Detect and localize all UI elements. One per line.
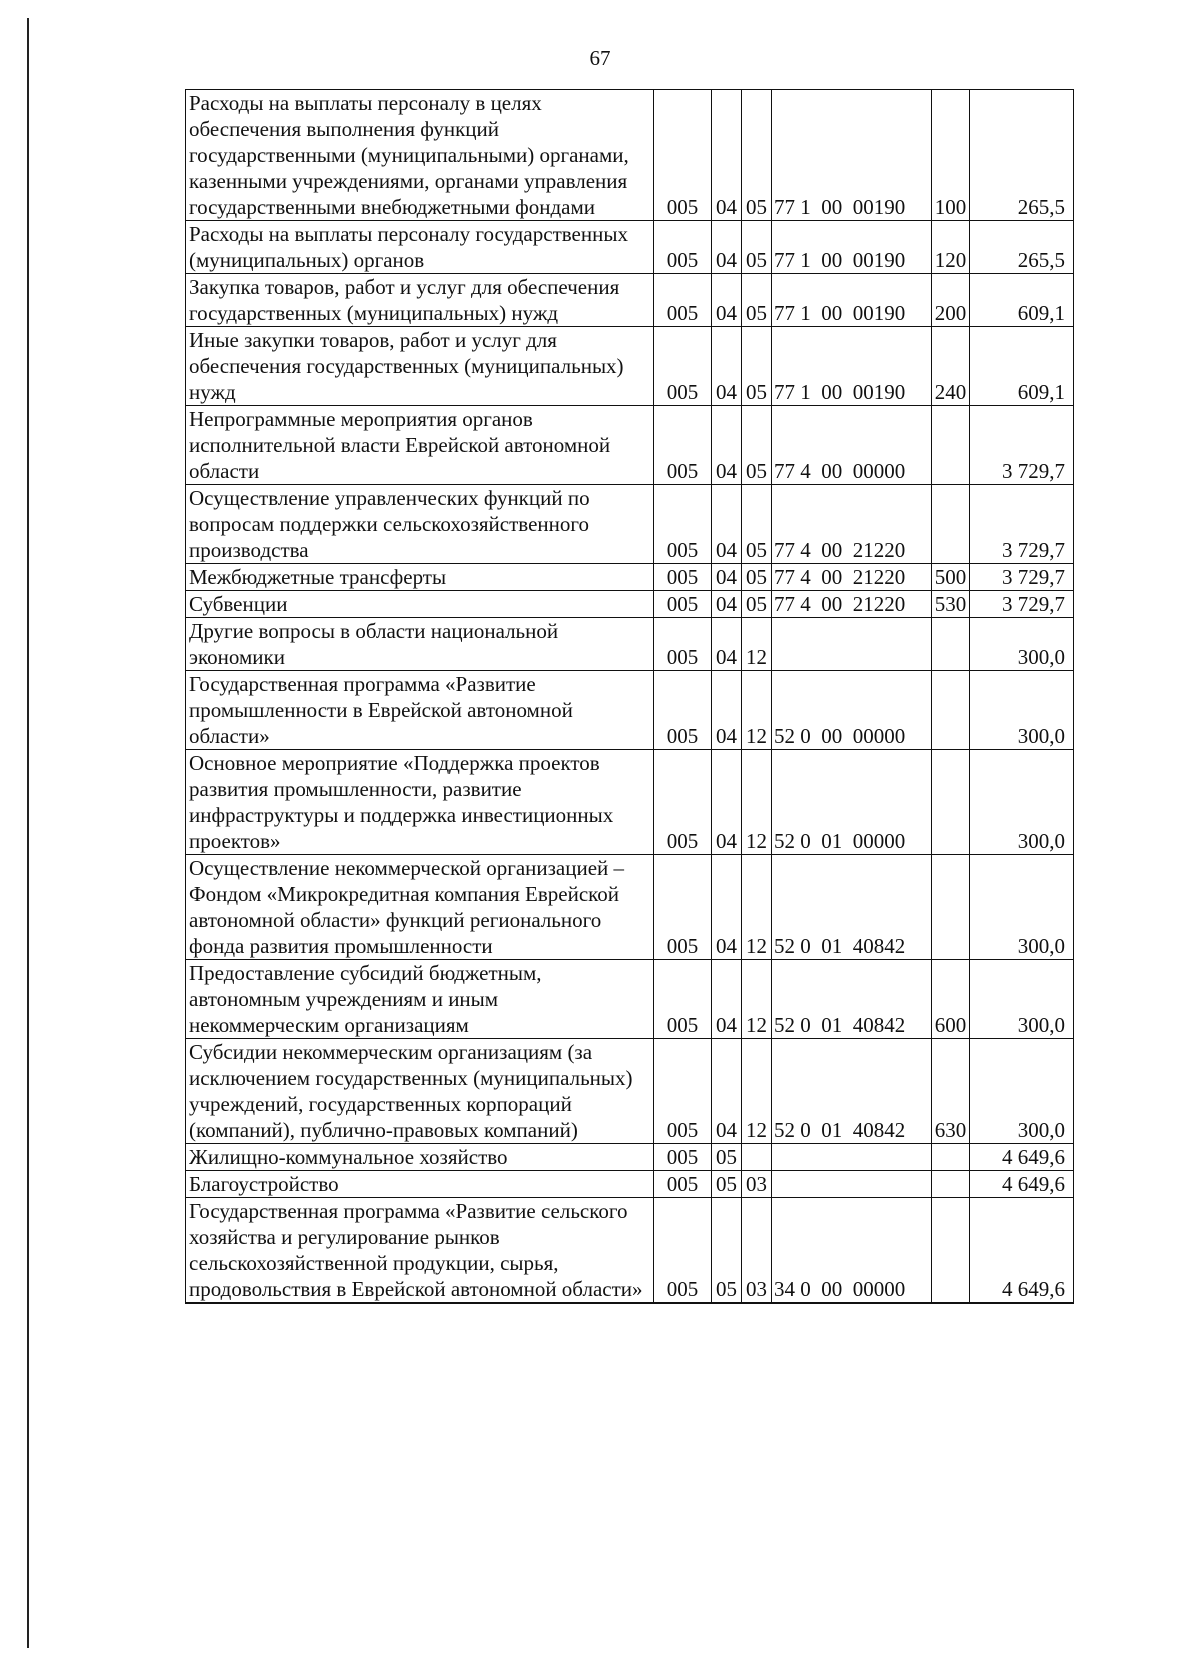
section-code-cell: 04 bbox=[712, 221, 742, 274]
table-row bbox=[186, 618, 1074, 671]
amount-cell: 3 729,7 bbox=[970, 485, 1074, 564]
expense-name-cell: Расходы на выплаты персоналу государственных (муниципальных) органов bbox=[186, 221, 654, 274]
expense-name-cell: Другие вопросы в области национальной экономики bbox=[186, 618, 654, 671]
target-article-cell: 34 0 00 00000 bbox=[772, 1198, 932, 1304]
section-code-cell: 04 bbox=[712, 564, 742, 591]
expense-name-cell: Субвенции bbox=[186, 591, 654, 618]
target-article-cell bbox=[772, 1144, 932, 1171]
section-code-cell: 04 bbox=[712, 90, 742, 221]
grbs-code-cell: 005 bbox=[654, 960, 712, 1039]
amount-cell: 609,1 bbox=[970, 327, 1074, 406]
subsection-code-cell: 03 bbox=[742, 1171, 772, 1198]
target-article-cell bbox=[772, 618, 932, 671]
table-row bbox=[186, 671, 1074, 750]
expense-name-cell: Основное мероприятие «Поддержка проектов развития промышленности, развитие инфраструктуры и поддержка инвестиционных проектов» bbox=[186, 750, 654, 855]
expense-name-cell: Осуществление некоммерческой организацией – Фондом «Микрокредитная компания Еврейской автономной области» функций регионального фонда развития промышленности bbox=[186, 855, 654, 960]
amount-cell: 4 649,6 bbox=[970, 1171, 1074, 1198]
amount-cell: 3 729,7 bbox=[970, 591, 1074, 618]
subsection-code-cell: 12 bbox=[742, 1039, 772, 1144]
grbs-code-cell: 005 bbox=[654, 485, 712, 564]
table-row bbox=[186, 90, 1074, 221]
grbs-code-cell: 005 bbox=[654, 618, 712, 671]
table-row bbox=[186, 564, 1074, 591]
target-article-cell: 77 4 00 00000 bbox=[772, 406, 932, 485]
amount-cell: 300,0 bbox=[970, 960, 1074, 1039]
table-row bbox=[186, 406, 1074, 485]
expense-name-cell: Иные закупки товаров, работ и услуг для обеспечения государственных (муниципальных) нужд bbox=[186, 327, 654, 406]
expense-type-cell: 240 bbox=[932, 327, 970, 406]
expense-type-cell: 600 bbox=[932, 960, 970, 1039]
expense-name-cell: Субсидии некоммерческим организациям (за исключением государственных (муниципальных) учреждений, государственных корпораций (компаний), публично-правовых компаний) bbox=[186, 1039, 654, 1144]
expense-name-cell: Государственная программа «Развитие сельского хозяйства и регулирование рынков сельскохозяйственной продукции, сырья, продовольствия в Еврейской автономной области» bbox=[186, 1198, 654, 1304]
table-row bbox=[186, 274, 1074, 327]
subsection-code-cell: 05 bbox=[742, 90, 772, 221]
expense-name-cell: Непрограммные мероприятия органов исполнительной власти Еврейской автономной области bbox=[186, 406, 654, 485]
table-row bbox=[186, 221, 1074, 274]
expense-type-cell: 100 bbox=[932, 90, 970, 221]
subsection-code-cell: 12 bbox=[742, 750, 772, 855]
expense-type-cell: 500 bbox=[932, 564, 970, 591]
grbs-code-cell: 005 bbox=[654, 274, 712, 327]
margin-line bbox=[27, 18, 29, 1648]
amount-cell: 300,0 bbox=[970, 750, 1074, 855]
grbs-code-cell: 005 bbox=[654, 671, 712, 750]
grbs-code-cell: 005 bbox=[654, 855, 712, 960]
subsection-code-cell bbox=[742, 1144, 772, 1171]
expense-type-cell: 630 bbox=[932, 1039, 970, 1144]
expense-name-cell: Межбюджетные трансферты bbox=[186, 564, 654, 591]
amount-cell: 4 649,6 bbox=[970, 1144, 1074, 1171]
expense-type-cell: 530 bbox=[932, 591, 970, 618]
expense-name-cell: Закупка товаров, работ и услуг для обеспечения государственных (муниципальных) нужд bbox=[186, 274, 654, 327]
grbs-code-cell: 005 bbox=[654, 1039, 712, 1144]
subsection-code-cell: 03 bbox=[742, 1198, 772, 1304]
target-article-cell: 77 1 00 00190 bbox=[772, 221, 932, 274]
section-code-cell: 04 bbox=[712, 960, 742, 1039]
section-code-cell: 04 bbox=[712, 618, 742, 671]
section-code-cell: 04 bbox=[712, 327, 742, 406]
target-article-cell: 77 4 00 21220 bbox=[772, 564, 932, 591]
expense-type-cell bbox=[932, 1198, 970, 1304]
expense-name-cell: Расходы на выплаты персоналу в целях обеспечения выполнения функций государственными (муниципальными) органами, казенными учреждениями, органами управления государственными внебюджетными фондами bbox=[186, 90, 654, 221]
table-row bbox=[186, 1039, 1074, 1144]
amount-cell: 300,0 bbox=[970, 618, 1074, 671]
expense-name-cell: Жилищно-коммунальное хозяйство bbox=[186, 1144, 654, 1171]
expense-type-cell: 200 bbox=[932, 274, 970, 327]
section-code-cell: 05 bbox=[712, 1144, 742, 1171]
amount-cell: 3 729,7 bbox=[970, 406, 1074, 485]
subsection-code-cell: 12 bbox=[742, 855, 772, 960]
section-code-cell: 04 bbox=[712, 855, 742, 960]
target-article-cell: 52 0 01 40842 bbox=[772, 1039, 932, 1144]
table-row bbox=[186, 855, 1074, 960]
amount-cell: 265,5 bbox=[970, 90, 1074, 221]
expense-type-cell bbox=[932, 485, 970, 564]
target-article-cell: 77 1 00 00190 bbox=[772, 327, 932, 406]
section-code-cell: 04 bbox=[712, 274, 742, 327]
subsection-code-cell: 05 bbox=[742, 274, 772, 327]
expense-name-cell: Благоустройство bbox=[186, 1171, 654, 1198]
grbs-code-cell: 005 bbox=[654, 591, 712, 618]
expense-name-cell: Государственная программа «Развитие промышленности в Еврейской автономной области» bbox=[186, 671, 654, 750]
subsection-code-cell: 12 bbox=[742, 960, 772, 1039]
amount-cell: 300,0 bbox=[970, 671, 1074, 750]
table-row bbox=[186, 327, 1074, 406]
target-article-cell: 52 0 01 40842 bbox=[772, 960, 932, 1039]
target-article-cell: 52 0 01 40842 bbox=[772, 855, 932, 960]
subsection-code-cell: 12 bbox=[742, 618, 772, 671]
subsection-code-cell: 05 bbox=[742, 406, 772, 485]
section-code-cell: 04 bbox=[712, 671, 742, 750]
expense-name-cell: Предоставление субсидий бюджетным, автономным учреждениям и иным некоммерческим организациям bbox=[186, 960, 654, 1039]
section-code-cell: 04 bbox=[712, 406, 742, 485]
page-number: 67 bbox=[589, 46, 611, 70]
budget-table bbox=[185, 89, 1074, 1304]
subsection-code-cell: 05 bbox=[742, 221, 772, 274]
expense-type-cell: 120 bbox=[932, 221, 970, 274]
amount-cell: 300,0 bbox=[970, 855, 1074, 960]
table-row bbox=[186, 750, 1074, 855]
table-row bbox=[186, 960, 1074, 1039]
section-code-cell: 04 bbox=[712, 485, 742, 564]
subsection-code-cell: 12 bbox=[742, 671, 772, 750]
expense-type-cell bbox=[932, 750, 970, 855]
table-row bbox=[186, 591, 1074, 618]
expense-type-cell bbox=[932, 618, 970, 671]
amount-cell: 3 729,7 bbox=[970, 564, 1074, 591]
expense-type-cell bbox=[932, 406, 970, 485]
section-code-cell: 04 bbox=[712, 591, 742, 618]
amount-cell: 4 649,6 bbox=[970, 1198, 1074, 1304]
table-row bbox=[186, 485, 1074, 564]
grbs-code-cell: 005 bbox=[654, 221, 712, 274]
expense-type-cell bbox=[932, 1171, 970, 1198]
amount-cell: 300,0 bbox=[970, 1039, 1074, 1144]
target-article-cell: 52 0 01 00000 bbox=[772, 750, 932, 855]
subsection-code-cell: 05 bbox=[742, 485, 772, 564]
amount-cell: 609,1 bbox=[970, 274, 1074, 327]
amount-cell: 265,5 bbox=[970, 221, 1074, 274]
subsection-code-cell: 05 bbox=[742, 327, 772, 406]
table-row bbox=[186, 1198, 1074, 1304]
grbs-code-cell: 005 bbox=[654, 564, 712, 591]
table-row bbox=[186, 1144, 1074, 1171]
grbs-code-cell: 005 bbox=[654, 90, 712, 221]
subsection-code-cell: 05 bbox=[742, 591, 772, 618]
expense-type-cell bbox=[932, 855, 970, 960]
target-article-cell: 77 1 00 00190 bbox=[772, 274, 932, 327]
section-code-cell: 04 bbox=[712, 750, 742, 855]
grbs-code-cell: 005 bbox=[654, 1171, 712, 1198]
target-article-cell: 77 1 00 00190 bbox=[772, 90, 932, 221]
expense-name-cell: Осуществление управленческих функций по вопросам поддержки сельскохозяйственного производства bbox=[186, 485, 654, 564]
table-row bbox=[186, 1171, 1074, 1198]
grbs-code-cell: 005 bbox=[654, 327, 712, 406]
expense-type-cell bbox=[932, 1144, 970, 1171]
grbs-code-cell: 005 bbox=[654, 1198, 712, 1304]
grbs-code-cell: 005 bbox=[654, 750, 712, 855]
section-code-cell: 05 bbox=[712, 1171, 742, 1198]
grbs-code-cell: 005 bbox=[654, 406, 712, 485]
target-article-cell: 77 4 00 21220 bbox=[772, 485, 932, 564]
target-article-cell: 52 0 00 00000 bbox=[772, 671, 932, 750]
expense-type-cell bbox=[932, 671, 970, 750]
section-code-cell: 04 bbox=[712, 1039, 742, 1144]
subsection-code-cell: 05 bbox=[742, 564, 772, 591]
grbs-code-cell: 005 bbox=[654, 1144, 712, 1171]
section-code-cell: 05 bbox=[712, 1198, 742, 1304]
target-article-cell bbox=[772, 1171, 932, 1198]
target-article-cell: 77 4 00 21220 bbox=[772, 591, 932, 618]
